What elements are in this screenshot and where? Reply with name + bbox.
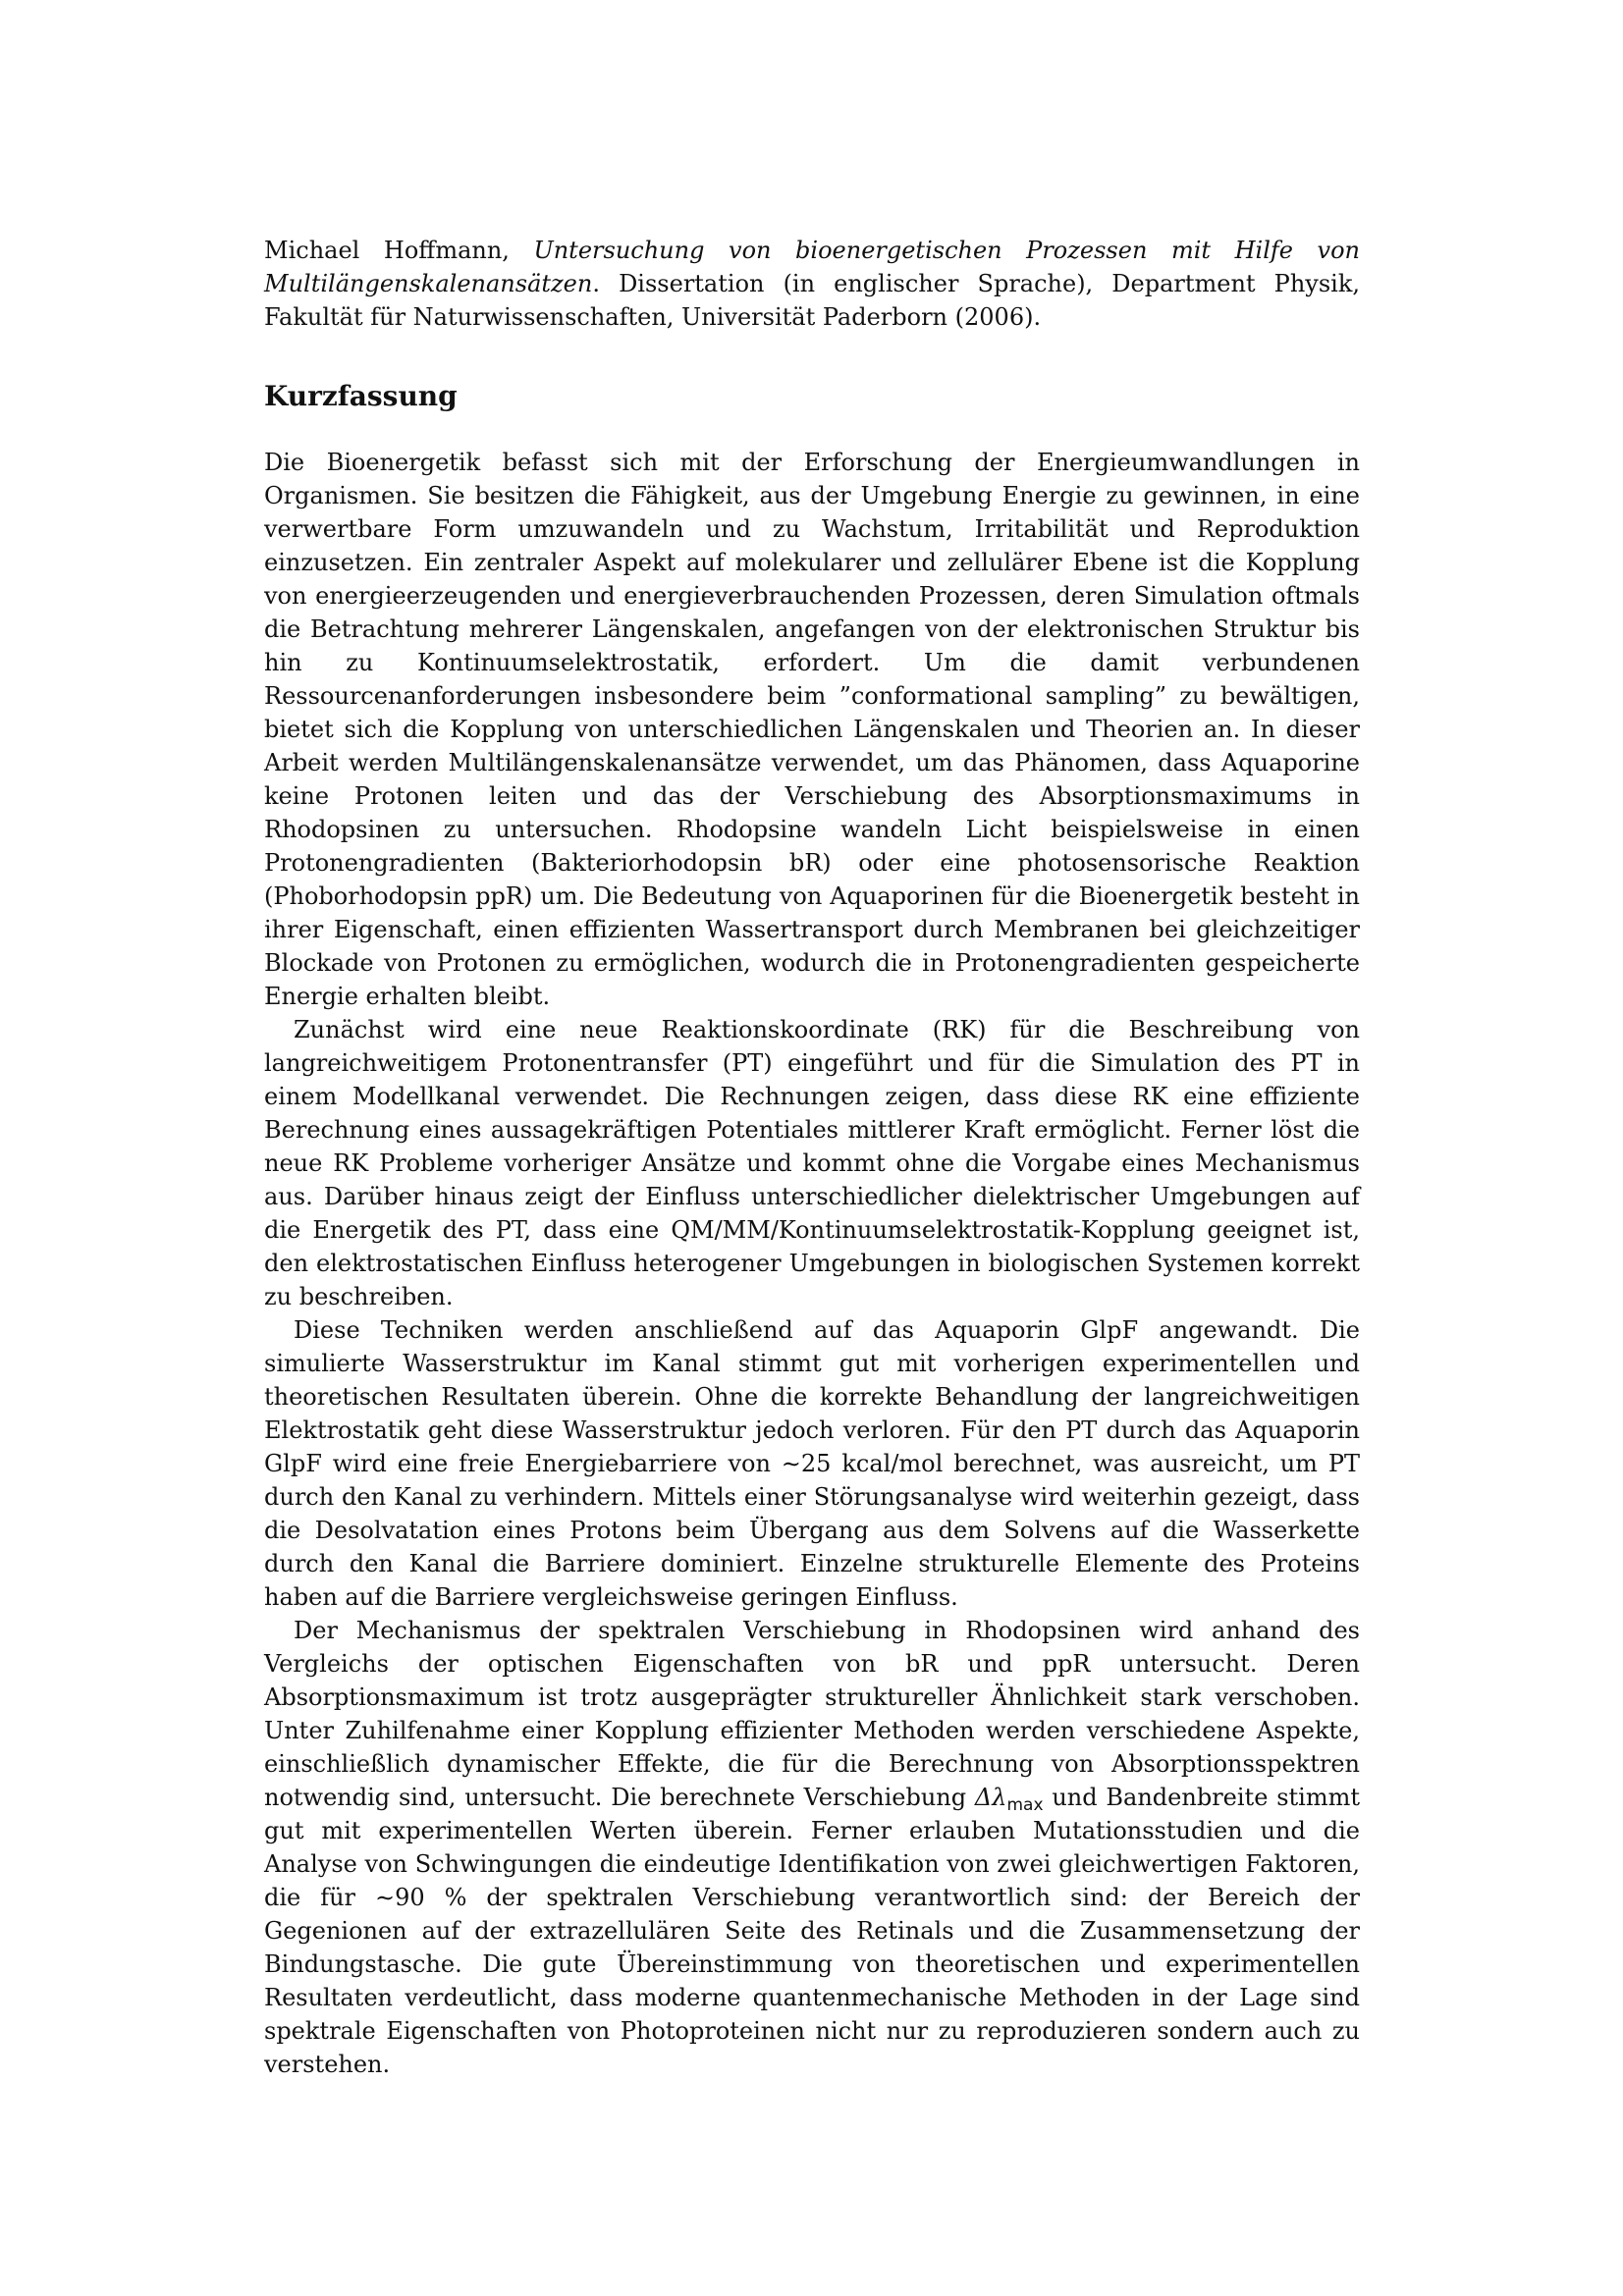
abstract-paragraph-3: Diese Techniken werden anschließend auf das Aquaporin GlpF angewandt. Die simulierte Wasserstruktur im Kanal stimmt gut mit vorherigen experimentellen und theoretischen Resultaten überein. Ohne die korrekte Behandlung der langreichweitigen Elektrostatik geht diese Wasserstruktur jedoch verloren. Für den PT durch das Aquaporin GlpF wird eine freie Energiebarriere von ∼25 kcal/mol berechnet, was ausreicht, um PT durch den Kanal zu verhindern. Mittels einer Störungsanalyse wird weiterhin gezeigt, dass die Desolvatation eines Protons beim Übergang aus dem Solvens auf die Wasserkette durch den Kanal die Barriere dominiert. Einzelne strukturelle Elemente des Proteins haben auf die Barriere vergleichsweise geringen Einfluss. bbox=[264, 1316, 1360, 1611]
paragraph-4-text-a: Der Mechanismus der spektralen Verschiebung in Rhodopsinen wird anhand des Vergleichs der optischen Eigenschaften von bR und ppR untersucht. Deren Absorptionsmaximum ist trotz ausgeprägter struktureller Ähnlichkeit stark verschoben. Unter Zuhilfenahme einer Kopplung effizienter Methoden werden verschiedene Aspekte, einschließlich dynamischer Effekte, die für die Berechnung von Absorptionsspektren notwendig sind, untersucht. Die berechnete Verschiebung bbox=[264, 1617, 1360, 1811]
citation-details: . Dissertation (in englischer Sprache), Department Physik, Fakultät für Naturwissenschaften, Universität Paderborn (2006). bbox=[264, 270, 1360, 331]
max-subscript: max bbox=[1006, 1795, 1044, 1815]
citation-title: Untersuchung von bioenergetischen Prozessen mit Hilfe von Multilängenskalenansätzen bbox=[264, 237, 1360, 297]
delta-lambda-symbol: Δλ bbox=[974, 1784, 1007, 1811]
abstract-body bbox=[264, 446, 1360, 2081]
section-heading: Kurzfassung bbox=[264, 380, 458, 412]
paragraph-4-text-b: und Bandenbreite stimmt gut mit experimentellen Werten überein. Ferner erlauben Mutationsstudien und die Analyse von Schwingungen die eindeutige Identifikation von zwei gleichwertigen Faktoren, die für ∼90 % der spektralen Verschiebung verantwortlich sind: der Bereich der Gegenionen auf der extrazellulären Seite des Retinals und die Zusammensetzung der Bindungstasche. Die gute Übereinstimmung von theoretischen und experimentellen Resultaten verdeutlicht, dass moderne quantenmechanische Methoden in der Lage sind spektrale Eigenschaften von Photoproteinen nicht nur zu reproduzieren sondern auch zu verstehen. bbox=[264, 1784, 1360, 2078]
abstract-paragraph-4 bbox=[264, 1614, 1360, 2081]
abstract-paragraph-2: Zunächst wird eine neue Reaktionskoordinate (RK) für die Beschreibung von langreichweitigem Protonentransfer (PT) eingeführt und für die Simulation des PT in einem Modellkanal verwendet. Die Rechnungen zeigen, dass diese RK eine effiziente Berechnung eines aussagekräftigen Potentiales mittlerer Kraft ermöglicht. Ferner löst die neue RK Probleme vorheriger Ansätze und kommt ohne die Vorgabe eines Mechanismus aus. Darüber hinaus zeigt der Einfluss unterschiedlicher dielektrischer Umgebungen auf die Energetik des PT, dass eine QM/MM/Kontinuumselektrostatik-Kopplung geeignet ist, den elektrostatischen Einfluss heterogener Umgebungen in biologischen Systemen korrekt zu beschreiben. bbox=[264, 1016, 1360, 1310]
citation-author: Michael Hoffmann, bbox=[264, 237, 534, 264]
page-content bbox=[264, 234, 1360, 2081]
abstract-paragraph-1: Die Bioenergetik befasst sich mit der Erforschung der Energieumwandlungen in Organismen. Sie besitzen die Fähigkeit, aus der Umgebung Energie zu gewinnen, in eine verwertbare Form umzuwandeln und zu Wachstum, Irritabilität und Reproduktion einzusetzen. Ein zentraler Aspekt auf molekularer und zellulärer Ebene ist die Kopplung von energieerzeugenden und energieverbrauchenden Prozessen, deren Simulation oftmals die Betrachtung mehrerer Längenskalen, angefangen von der elektronischen Struktur bis hin zu Kontinuumselektrostatik, erfordert. Um die damit verbundenen Ressourcenanforderungen insbesondere beim ”conformational sampling” zu bewältigen, bietet sich die Kopplung von unterschiedlichen Längenskalen und Theorien an. In dieser Arbeit werden Multilängenskalenansätze verwendet, um das Phänomen, dass Aquaporine keine Protonen leiten und das der Verschiebung des Absorptionsmaximums in Rhodopsinen zu untersuchen. Rhodopsine wandeln Licht beispielsweise in einen Protonengradienten (Bakteriorhodopsin bR) oder eine photosensorische Reaktion (Phoborhodopsin ppR) um. Die Bedeutung von Aquaporinen für die Bioenergetik besteht in ihrer Eigenschaft, einen effizienten Wassertransport durch Membranen bei gleichzeitiger Blockade von Protonen zu ermöglichen, wodurch die in Protonengradienten gespeicherte Energie erhalten bleibt. bbox=[264, 449, 1360, 1010]
citation bbox=[264, 234, 1360, 334]
